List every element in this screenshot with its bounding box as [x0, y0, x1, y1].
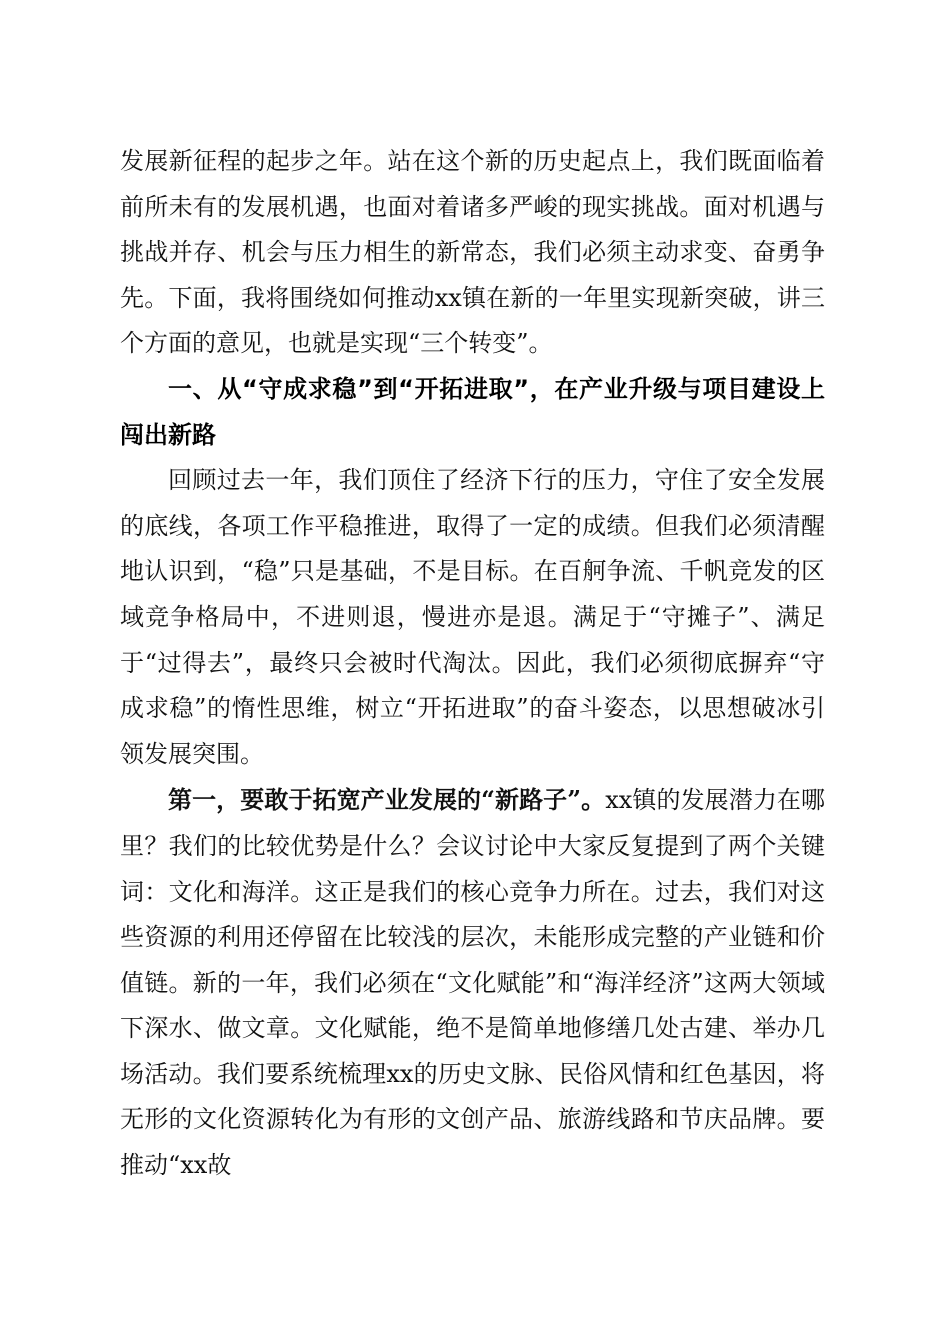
paragraph-first-point: [120, 777, 825, 1188]
document-body: [120, 139, 825, 1189]
first-point-lead: 第一，要敢于拓宽产业发展的“新路子”。: [168, 785, 606, 815]
section-heading-one: 一、从“守成求稳”到“开拓进取”，在产业升级与项目建设上闯出新路: [120, 374, 825, 449]
paragraph-intro: 发展新征程的起步之年。站在这个新的历史起点上，我们既面临着前所未有的发展机遇，也面对着诸多严峻的现实挑战。面对机遇与挑战并存、机会与压力相生的新常态，我们必须主动求变、奋勇争先。下面，我将围绕如何推动xx镇在新的一年里实现新突破，讲三个方面的意见，也就是实现“三个转变”。: [120, 147, 825, 358]
first-point-text: xx镇的发展潜力在哪里？我们的比较优势是什么？会议讨论中大家反复提到了两个关键词：文化和海洋。这正是我们的核心竞争力所在。过去，我们对这些资源的利用还停留在比较浅的层次，未能形成完整的产业链和价值链。新的一年，我们必须在“文化赋能”和“海洋经济”这两大领域下深水、做文章。文化赋能，绝不是简单地修缮几处古建、举办几场活动。我们要系统梳理xx的历史文脉、民俗风情和红色基因，将无形的文化资源转化为有形的文创产品、旅游线路和节庆品牌。要推动“xx故: [120, 786, 826, 1180]
paragraph-review: 回顾过去一年，我们顶住了经济下行的压力，守住了安全发展的底线，各项工作平稳推进，取得了一定的成绩。但我们必须清醒地认识到，“稳”只是基础，不是目标。在百舸争流、千帆竞发的区域竞争格局中，不进则退，慢进亦是退。满足于“守摊子”、满足于“过得去”，最终只会被时代淘汰。因此，我们必须彻底摒弃“守成求稳”的惰性思维，树立“开拓进取”的奋斗姿态，以思想破冰引领发展突围。: [120, 466, 825, 768]
